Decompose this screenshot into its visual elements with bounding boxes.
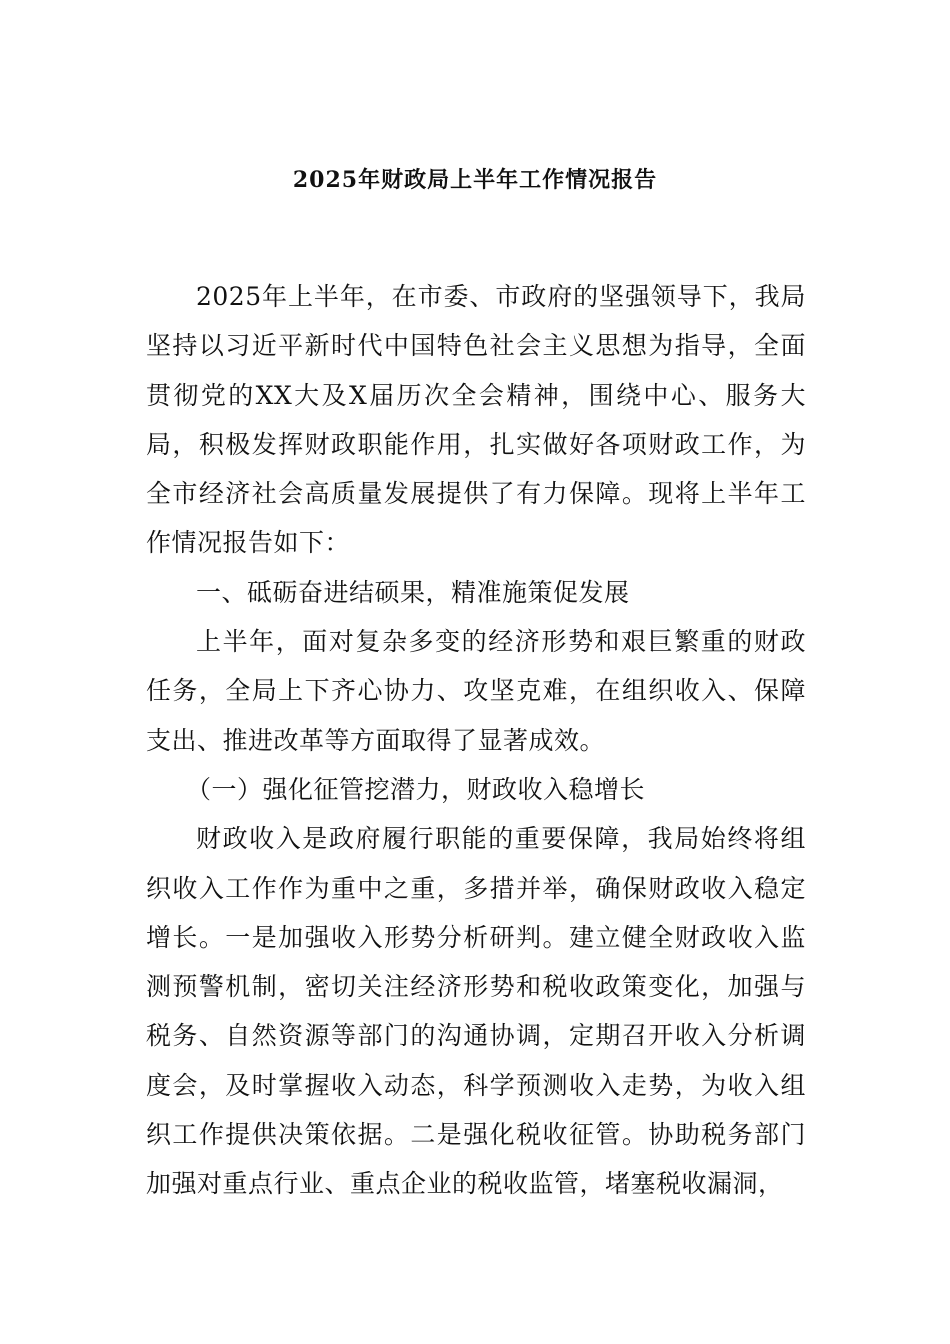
section-1-heading: 一、砥砺奋进结硕果，精准施策促发展	[196, 577, 630, 607]
intro-paragraph: 2025年上半年，在市委、市政府的坚强领导下，我局坚持以习近平新时代中国特色社会主义思想为指导，全面贯彻党的XX大及X届历次全会精神，围绕中心、服务大局，积极发挥财政职能作用，扎实做好各项财政工作，为全市经济社会高质量发展提供了有力保障。现将上半年工作情况报告如下：	[146, 282, 806, 558]
document-body	[146, 272, 806, 1209]
subsection-1-heading: （一）强化征管挖潜力，财政收入稳增长	[186, 774, 646, 804]
document-title: 2025年财政局上半年工作情况报告	[292, 167, 658, 193]
subsection-1-paragraph: 财政收入是政府履行职能的重要保障，我局始终将组织收入工作作为重中之重，多措并举，确保财政收入稳定增长。一是加强收入形势分析研判。建立健全财政收入监测预警机制，密切关注经济形势和税收政策变化，加强与税务、自然资源等部门的沟通协调，定期召开收入分析调度会，及时掌握收入动态，科学预测收入走势，为收入组织工作提供决策依据。二是强化税收征管。协助税务部门加强对重点行业、重点企业的税收监管，堵塞税收漏洞，	[146, 824, 806, 1199]
section-1-paragraph: 上半年，面对复杂多变的经济形势和艰巨繁重的财政任务，全局上下齐心协力、攻坚克难，在组织收入、保障支出、推进改革等方面取得了显著成效。	[146, 627, 806, 755]
